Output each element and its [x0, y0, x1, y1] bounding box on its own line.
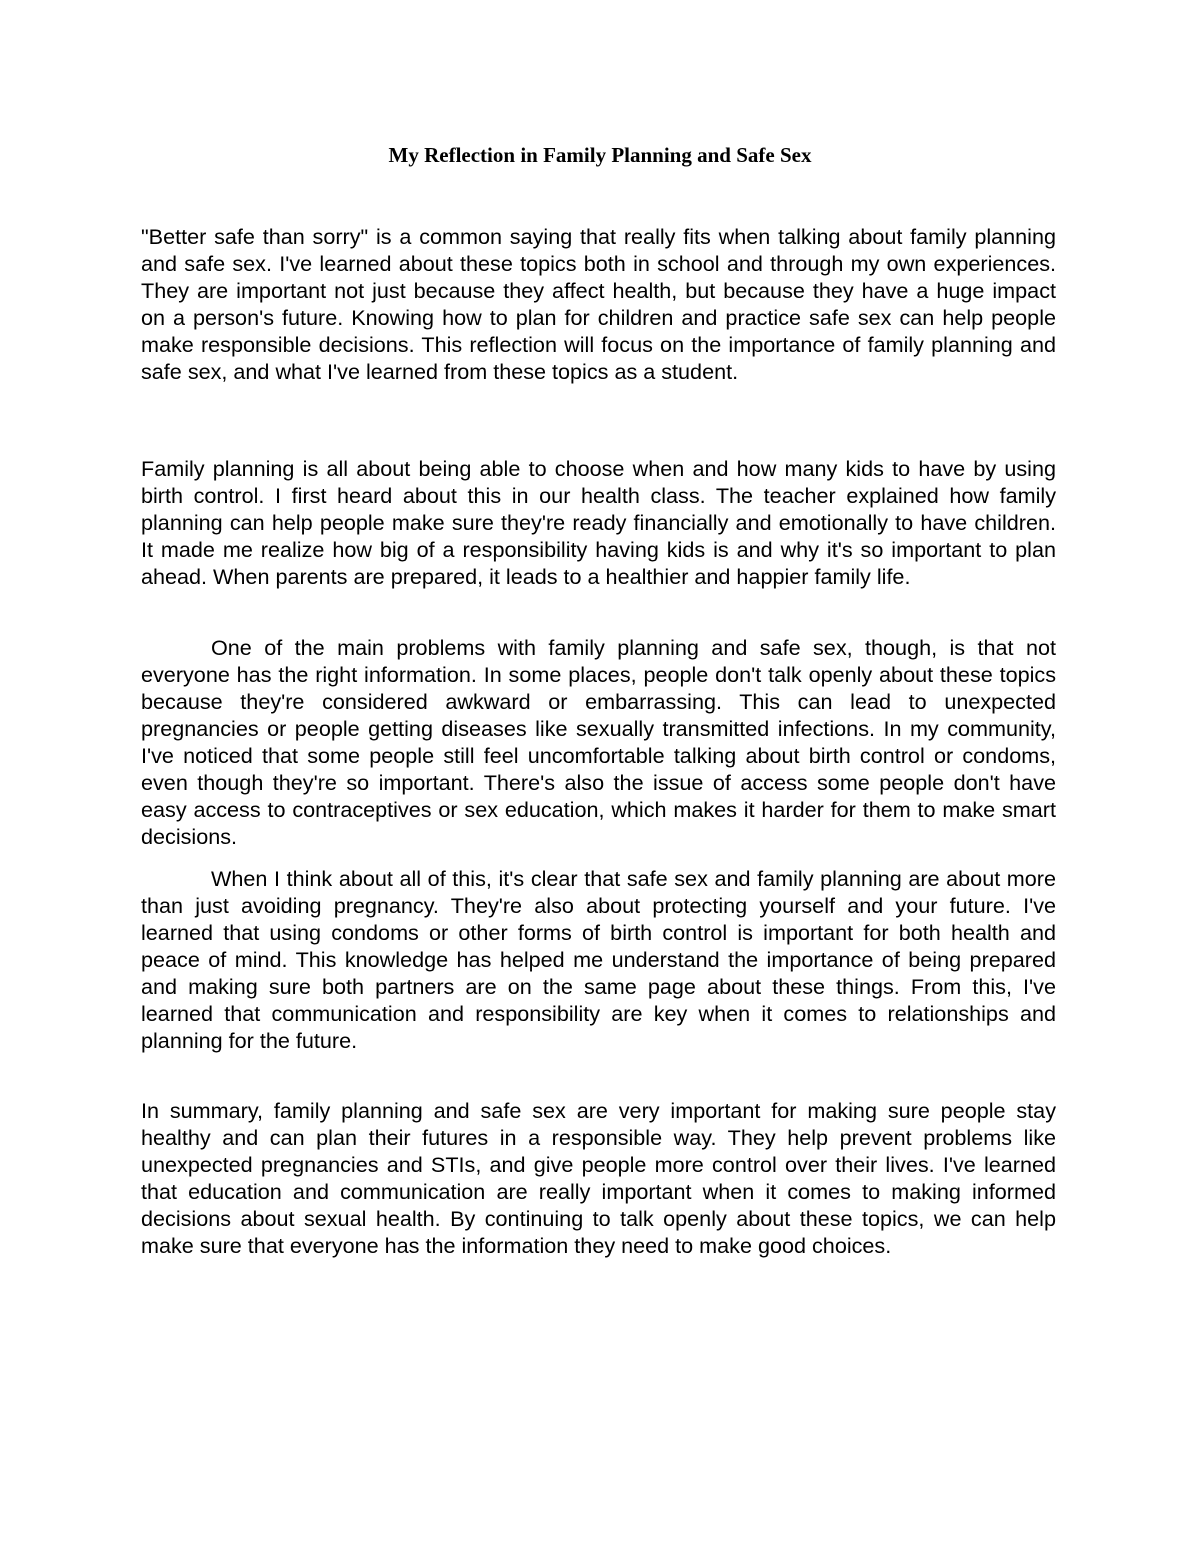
- paragraph-introduction: "Better safe than sorry" is a common saying that really fits when talking about family planning and safe sex. I've learned about these topics both in school and through my own experiences. They are important not just because they affect health, but because they have a huge impact on a person's future. Knowing how to plan for children and practice safe sex can help people make responsible decisions. This reflection will focus on the importance of family planning and safe sex, and what I've learned from these topics as a student.: [141, 224, 1056, 384]
- paragraph-summary: In summary, family planning and safe sex are very important for making sure people stay healthy and can plan their futures in a responsible way. They help prevent problems like unexpected pregnancies and STIs, and give people more control over their lives. I've learned that education and communication are really important when it comes to making informed decisions about sexual health. By continuing to talk openly about these topics, we can help make sure that everyone has the information they need to make good choices.: [141, 1098, 1056, 1258]
- document-title: My Reflection in Family Planning and Safe Sex: [388, 143, 812, 167]
- paragraph-problems: One of the main problems with family planning and safe sex, though, is that not everyone has the right information. In some places, people don't talk openly about these topics because they're considered awkward or embarrassing. This can lead to unexpected pregnancies or people getting diseases like sexually transmitted infections. In my community, I've noticed that some people still feel uncomfortable talking about birth control or condoms, even though they're so important. There's also the issue of access some people don't have easy access to contraceptives or sex education, which makes it harder for them to make smart decisions.: [141, 635, 1056, 849]
- paragraph-reflection: When I think about all of this, it's clear that safe sex and family planning are about more than just avoiding pregnancy. They're also about protecting yourself and your future. I've learned that using condoms or other forms of birth control is important for both health and peace of mind. This knowledge has helped me understand the importance of being prepared and making sure both partners are on the same page about these things. From this, I've learned that communication and responsibility are key when it comes to relationships and planning for the future.: [141, 866, 1056, 1053]
- paragraph-family-planning: Family planning is all about being able to choose when and how many kids to have by using birth control. I first heard about this in our health class. The teacher explained how family planning can help people make sure they're ready financially and emotionally to have children. It made me realize how big of a responsibility having kids is and why it's so important to plan ahead. When parents are prepared, it leads to a healthier and happier family life.: [141, 456, 1056, 589]
